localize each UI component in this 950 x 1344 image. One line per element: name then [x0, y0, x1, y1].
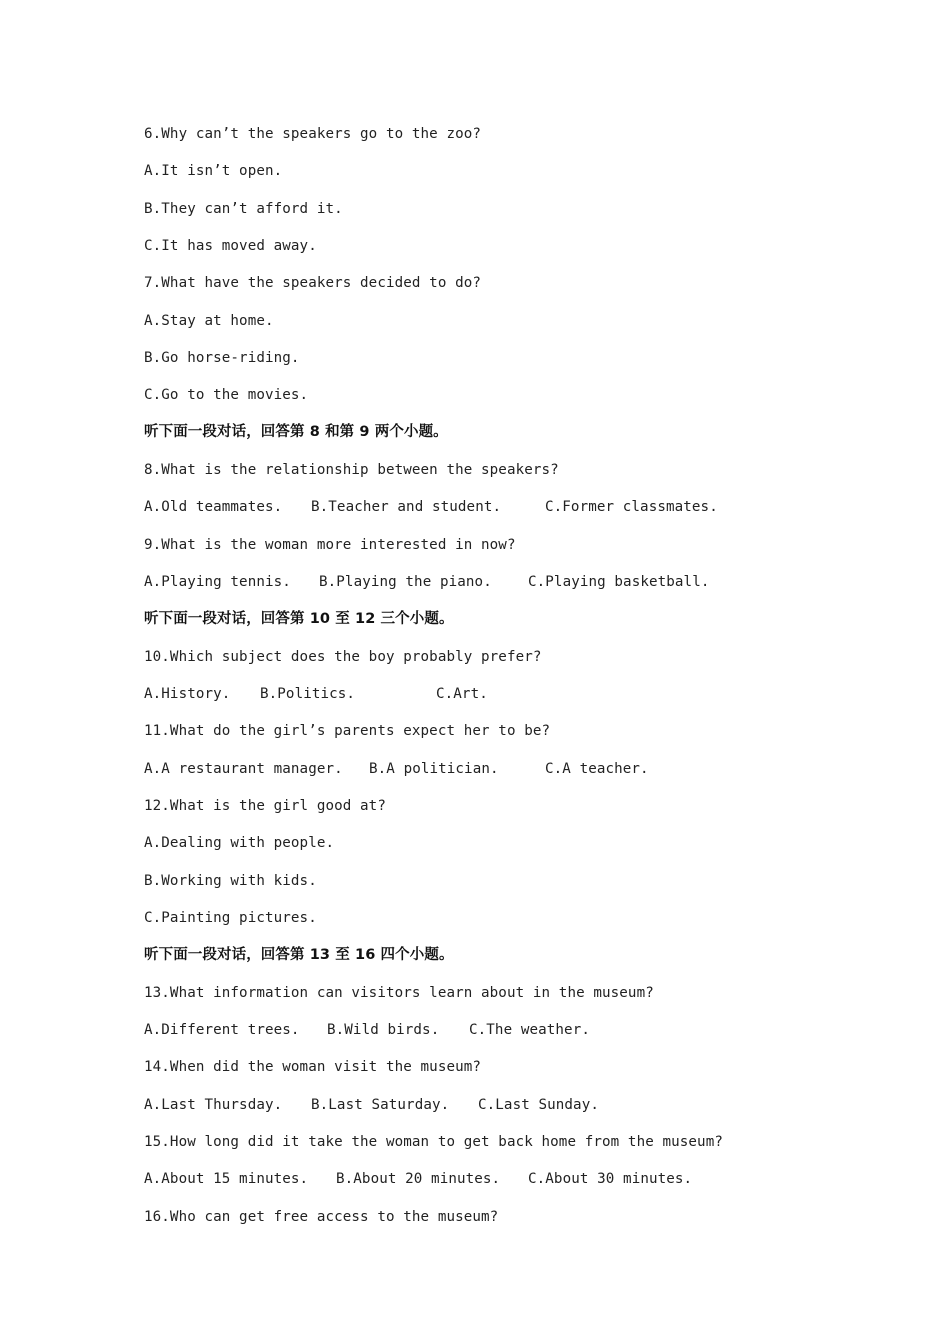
q9-option-a: A.Playing tennis.: [144, 574, 291, 590]
question-14: 14.When did the woman visit the museum?: [144, 1059, 482, 1075]
question-6: 6.Why can’t the speakers go to the zoo?: [144, 126, 482, 142]
q9-options: [144, 573, 744, 591]
q14-option-b: B.Last Saturday.: [311, 1097, 450, 1113]
q8-options: [144, 498, 744, 516]
question-11: 11.What do the girl’s parents expect her to be?: [144, 723, 551, 739]
section-heading-10-12: 听下面一段对话，回答第 10 至 12 三个小题。: [144, 611, 454, 627]
q8-option-b: B.Teacher and student.: [311, 499, 502, 515]
question-12: 12.What is the girl good at?: [144, 798, 386, 814]
question-7: 7.What have the speakers decided to do?: [144, 275, 482, 291]
q6-option-a: A.It isn’t open.: [144, 163, 283, 179]
q7-option-c: C.Go to the movies.: [144, 387, 309, 403]
q11-option-c: C.A teacher.: [545, 761, 649, 777]
q7-option-b: B.Go horse-riding.: [144, 350, 300, 366]
q10-options: [144, 685, 744, 703]
question-8: 8.What is the relationship between the speakers?: [144, 462, 559, 478]
q6-option-c: C.It has moved away.: [144, 238, 317, 254]
q9-option-c: C.Playing basketball.: [528, 574, 710, 590]
q12-option-b: B.Working with kids.: [144, 873, 317, 889]
question-9: 9.What is the woman more interested in now?: [144, 537, 516, 553]
q14-options: [144, 1096, 744, 1114]
section-heading-13-16: 听下面一段对话，回答第 13 至 16 四个小题。: [144, 947, 454, 963]
q10-option-c: C.Art.: [436, 686, 488, 702]
q13-option-c: C.The weather.: [469, 1022, 590, 1038]
q13-options: [144, 1021, 744, 1039]
q11-options: [144, 760, 744, 778]
question-10: 10.Which subject does the boy probably prefer?: [144, 649, 542, 665]
q8-option-a: A.Old teammates.: [144, 499, 283, 515]
q6-option-b: B.They can’t afford it.: [144, 201, 343, 217]
question-15: 15.How long did it take the woman to get back home from the museum?: [144, 1134, 723, 1150]
question-16: 16.Who can get free access to the museum?: [144, 1209, 499, 1225]
q7-option-a: A.Stay at home.: [144, 313, 274, 329]
q11-option-a: A.A restaurant manager.: [144, 761, 343, 777]
q15-option-a: A.About 15 minutes.: [144, 1171, 309, 1187]
q11-option-b: B.A politician.: [369, 761, 499, 777]
q13-option-b: B.Wild birds.: [327, 1022, 440, 1038]
q15-options: [144, 1170, 744, 1188]
q15-option-b: B.About 20 minutes.: [336, 1171, 501, 1187]
q9-option-b: B.Playing the piano.: [319, 574, 492, 590]
q10-option-b: B.Politics.: [260, 686, 356, 702]
q14-option-a: A.Last Thursday.: [144, 1097, 283, 1113]
q10-option-a: A.History.: [144, 686, 231, 702]
section-heading-8-9: 听下面一段对话，回答第 8 和第 9 两个小题。: [144, 424, 448, 440]
q15-option-c: C.About 30 minutes.: [528, 1171, 693, 1187]
q12-option-a: A.Dealing with people.: [144, 835, 335, 851]
q14-option-c: C.Last Sunday.: [478, 1097, 599, 1113]
q8-option-c: C.Former classmates.: [545, 499, 718, 515]
question-13: 13.What information can visitors learn about in the museum?: [144, 985, 654, 1001]
q13-option-a: A.Different trees.: [144, 1022, 300, 1038]
q12-option-c: C.Painting pictures.: [144, 910, 317, 926]
